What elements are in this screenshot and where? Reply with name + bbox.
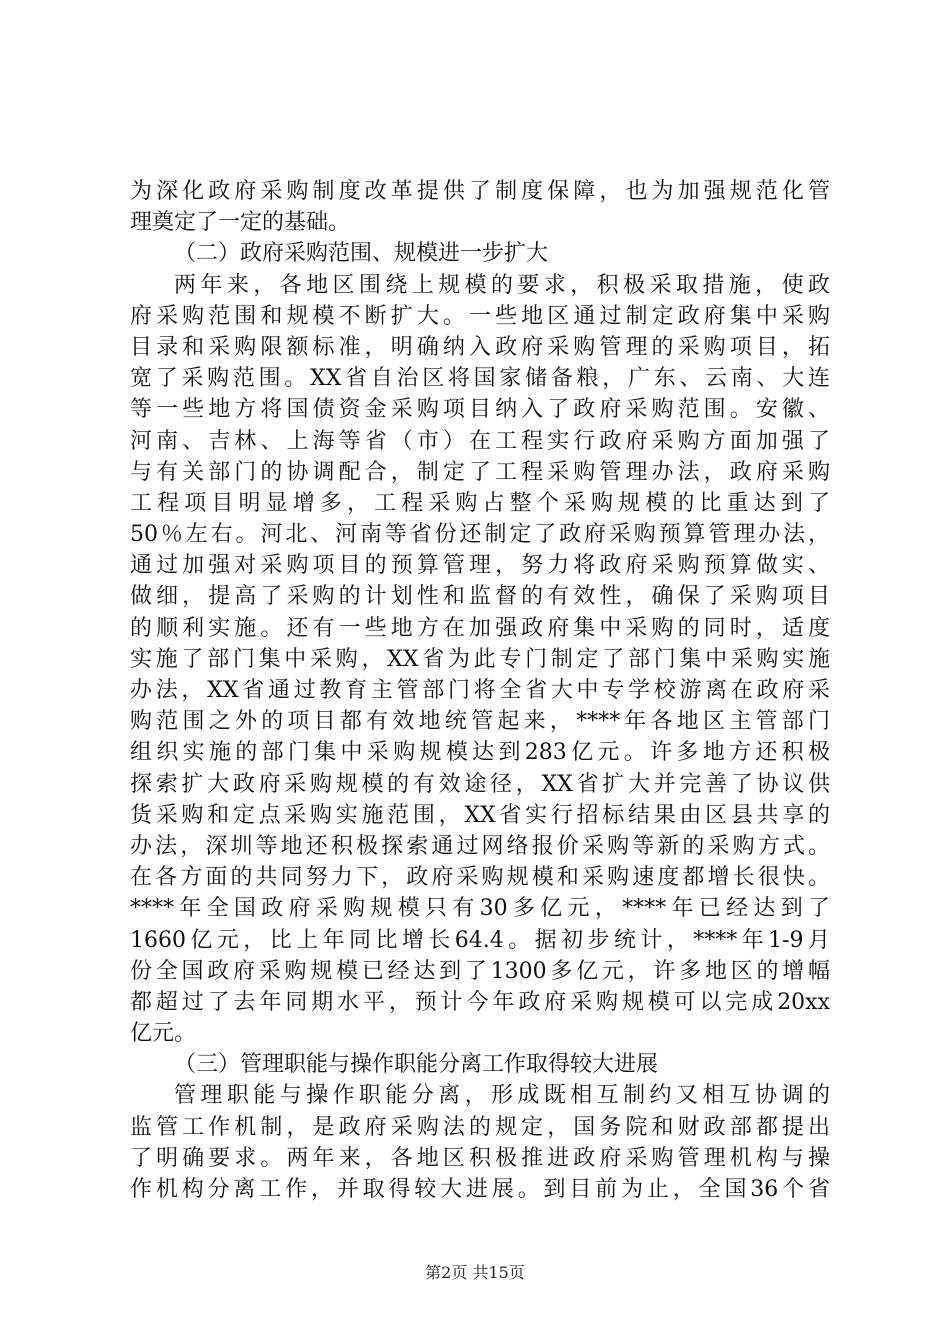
text-line: 了明确要求。两年来，各地区积极推进政府采购管理机构与操 <box>130 1145 830 1171</box>
text-line: 探索扩大政府采购规模的有效途径，XX省扩大并完善了协议供 <box>130 771 830 797</box>
document-body <box>130 176 830 1205</box>
text-line: 理奠定了一定的基础。 <box>130 210 351 236</box>
text-line: 50％左右。河北、河南等省份还制定了政府采购预算管理办法， <box>130 522 830 548</box>
text-line: 监管工作机制，是政府采购法的规定，国务院和财政部都提出 <box>130 1114 830 1140</box>
text-line: 府采购范围和规模不断扩大。一些地区通过制定政府集中采购 <box>130 303 830 329</box>
section-heading: （二）政府采购范围、规模进一步扩大 <box>174 241 549 267</box>
text-line: 通过加强对采购项目的预算管理，努力将政府采购预算做实、 <box>130 553 830 579</box>
text-line: 作机构分离工作，并取得较大进展。到目前为止，全国36个省 <box>130 1177 830 1202</box>
text-line: 目录和采购限额标准，明确纳入政府采购管理的采购项目，拓 <box>130 334 830 360</box>
text-line: 两年来，各地区围绕上规模的要求，积极采取措施，使政 <box>174 272 830 298</box>
text-line: ****年全国政府采购规模只有30多亿元，****年已经达到了 <box>130 896 830 922</box>
text-line: 等一些地方将国债资金采购项目纳入了政府采购范围。安徽、 <box>130 397 830 423</box>
text-line: 办法，深圳等地还积极探索通过网络报价采购等新的采购方式。 <box>130 833 830 859</box>
text-line: 与有关部门的协调配合，制定了工程采购管理办法，政府采购 <box>130 459 830 485</box>
text-line: 亿元。 <box>130 1021 197 1047</box>
text-line: 工程项目明显增多，工程采购占整个采购规模的比重达到了 <box>130 490 830 516</box>
text-line: 货采购和定点采购实施范围，XX省实行招标结果由区县共享的 <box>130 802 830 828</box>
text-line: 份全国政府采购规模已经达到了1300多亿元，许多地区的增幅 <box>130 958 830 984</box>
text-line: 实施了部门集中采购，XX省为此专门制定了部门集中采购实施 <box>130 646 830 672</box>
text-line: 都超过了去年同期水平，预计今年政府采购规模可以完成20xx <box>130 989 830 1015</box>
text-line: 做细，提高了采购的计划性和监督的有效性，确保了采购项目 <box>130 584 830 610</box>
text-line: 购范围之外的项目都有效地统管起来，****年各地区主管部门 <box>130 709 830 735</box>
text-line: 管理职能与操作职能分离，形成既相互制约又相互协调的 <box>174 1083 830 1109</box>
text-line: 为深化政府采购制度改革提供了制度保障，也为加强规范化管 <box>130 179 830 204</box>
text-line: 组织实施的部门集中采购规模达到283亿元。许多地方还积极 <box>130 740 830 766</box>
text-line: 的顺利实施。还有一些地方在加强政府集中采购的同时，适度 <box>130 615 830 641</box>
text-line: 1660亿元，比上年同比增长64.4。据初步统计，****年1-9月 <box>130 927 830 953</box>
page-footer: 第2页 共15页 <box>425 1263 525 1282</box>
text-line: 宽了采购范围。XX省自治区将国家储备粮，广东、云南、大连 <box>130 366 830 392</box>
text-line: 在各方面的共同努力下，政府采购规模和采购速度都增长很快。 <box>130 865 830 891</box>
text-line: 办法，XX省通过教育主管部门将全省大中专学校游离在政府采 <box>130 678 830 703</box>
text-line: 河南、吉林、上海等省（市）在工程实行政府采购方面加强了 <box>130 428 830 454</box>
section-heading: （三）管理职能与操作职能分离工作取得较大进展 <box>174 1052 659 1078</box>
